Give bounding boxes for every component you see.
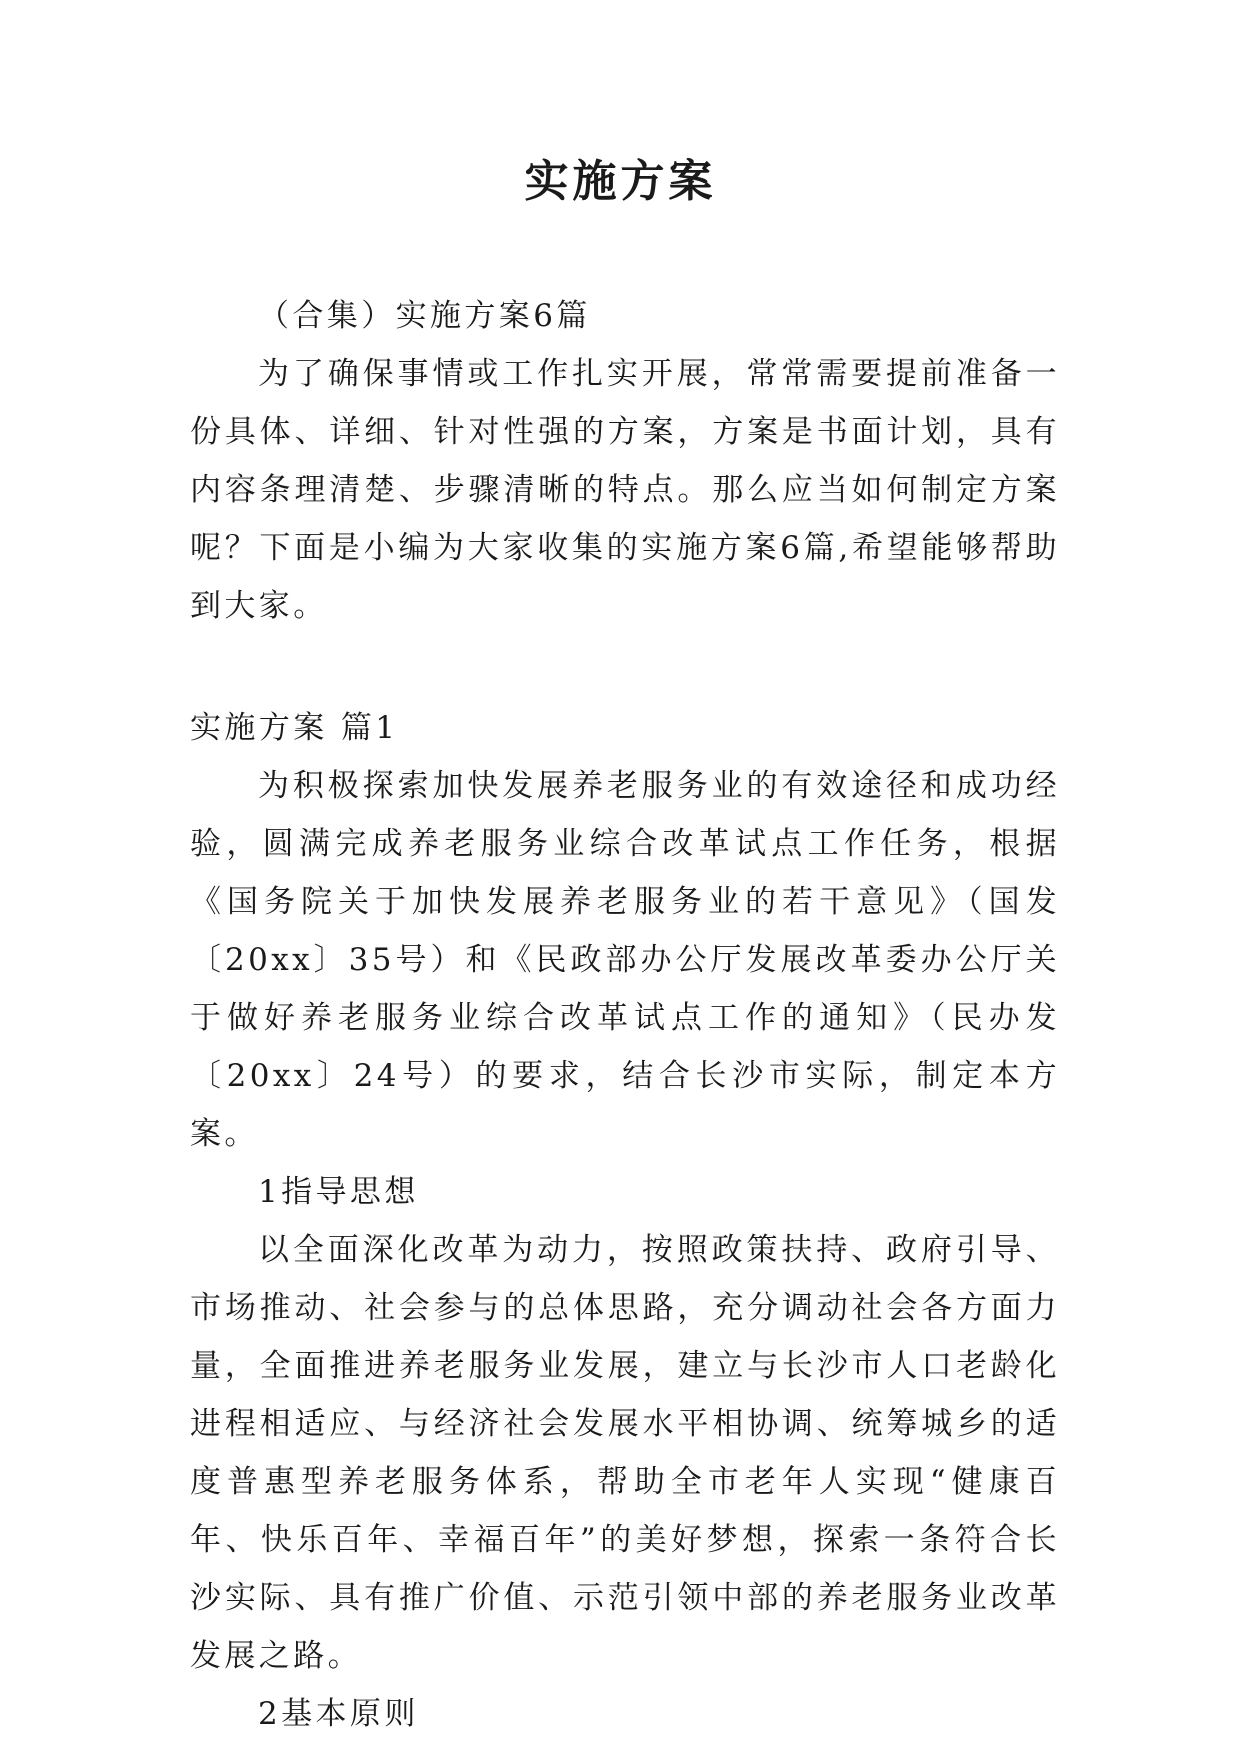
document-body [190,287,1060,1743]
section-heading: 实施方案 篇1 [190,710,399,746]
intro-paragraph: 为了确保事情或工作扎实开展，常常需要提前准备一份具体、详细、针对性强的方案，方案是书面计划，具有内容条理清楚、步骤清晰的特点。那么应当如何制定方案呢？下面是小编为大家收集的实施方案6篇,希望能够帮助到大家。 [190,356,1060,624]
guiding-thought-paragraph: 以全面深化改革为动力，按照政策扶持、政府引导、市场推动、社会参与的总体思路，充分调动社会各方面力量，全面推进养老服务业发展，建立与长沙市人口老龄化进程相适应、与经济社会发展水平相协调、统筹城乡的适度普惠型养老服务体系，帮助全市老年人实现“健康百年、快乐百年、幸福百年”的美好梦想，探索一条符合长沙实际、具有推广价值、示范引领中部的养老服务业改革发展之路。 [190,1232,1060,1674]
document-title: 实施方案 [524,156,717,207]
subtitle: （合集）实施方案6篇 [258,298,591,334]
subheading-guiding-thought: 1指导思想 [258,1174,419,1210]
section-paragraph: 为积极探索加快发展养老服务业的有效途径和成功经验，圆满完成养老服务业综合改革试点工作任务，根据《国务院关于加快发展养老服务业的若干意见》（国发〔20xx〕35号）和《民政部办公厅发展改革委办公厅关于做好养老服务业综合改革试点工作的通知》（民办发〔20xx〕24号）的要求，结合长沙市实际，制定本方案。 [190,768,1060,1152]
subheading-basic-principles: 2基本原则 [258,1696,419,1732]
